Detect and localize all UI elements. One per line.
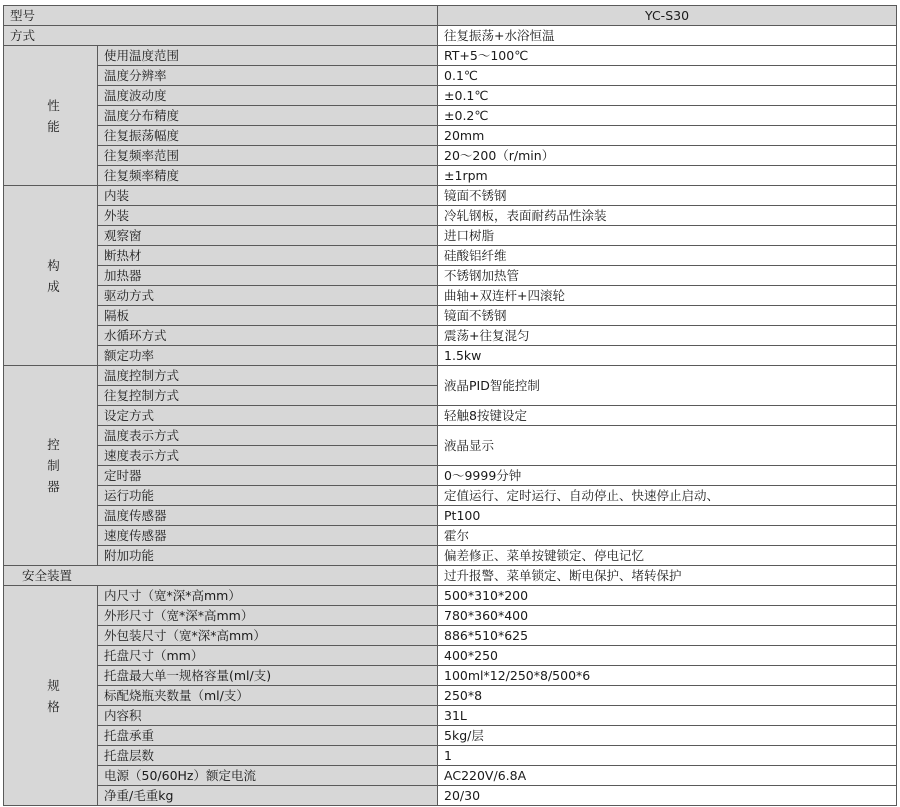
category-specs [4, 586, 98, 806]
row-label: 断热材 [98, 246, 438, 266]
row-label: 使用温度范围 [98, 46, 438, 66]
row-label: 内尺寸（宽*深*高mm） [98, 586, 438, 606]
row-value: 定值运行、定时运行、自动停止、快速停止启动、 [438, 486, 897, 506]
row-value: 震荡+往复混匀 [438, 326, 897, 346]
category-char: 成 [47, 278, 60, 294]
category-char: 制 [47, 458, 60, 473]
table-row [4, 306, 897, 326]
row-value: 镜面不锈钢 [438, 186, 897, 206]
row-value: 1.5kw [438, 346, 897, 366]
spec-table [3, 5, 897, 806]
row-label: 托盘承重 [98, 726, 438, 746]
table-row [4, 586, 897, 606]
row-value: 不锈钢加热管 [438, 266, 897, 286]
row-value: 液晶PID智能控制 [438, 366, 897, 406]
category-char: 能 [47, 118, 60, 134]
row-value: 500*310*200 [438, 586, 897, 606]
row-label: 外包装尺寸（宽*深*高mm） [98, 626, 438, 646]
row-value: 20mm [438, 126, 897, 146]
row-label: 温度表示方式 [98, 426, 438, 446]
category-char: 规 [47, 677, 60, 693]
table-row [4, 546, 897, 566]
spec-table-wrapper [3, 5, 897, 806]
row-value: 进口树脂 [438, 226, 897, 246]
table-row [4, 246, 897, 266]
row-label: 速度表示方式 [98, 446, 438, 466]
row-label: 附加功能 [98, 546, 438, 566]
table-row [4, 646, 897, 666]
row-label: 标配烧瓶夹数量（ml/支） [98, 686, 438, 706]
row-label: 托盘层数 [98, 746, 438, 766]
row-label: 加热器 [98, 266, 438, 286]
table-row [4, 766, 897, 786]
row-value: 250*8 [438, 686, 897, 706]
row-value: RT+5～100℃ [438, 46, 897, 66]
row-value: 轻触8按键设定 [438, 406, 897, 426]
row-label: 电源（50/60Hz）额定电流 [98, 766, 438, 786]
row-value: 100ml*12/250*8/500*6 [438, 666, 897, 686]
row-label: 设定方式 [98, 406, 438, 426]
category-char: 格 [47, 698, 60, 714]
category-char: 器 [47, 479, 60, 494]
table-row [4, 666, 897, 686]
model-label: 型号 [4, 6, 438, 26]
row-value: 1 [438, 746, 897, 766]
row-value: 偏差修正、菜单按键锁定、停电记忆 [438, 546, 897, 566]
row-value: ±0.1℃ [438, 86, 897, 106]
row-label: 托盘尺寸（mm） [98, 646, 438, 666]
table-row [4, 186, 897, 206]
row-value: Pt100 [438, 506, 897, 526]
table-row [4, 166, 897, 186]
table-row [4, 46, 897, 66]
model-value: YC-S30 [438, 6, 897, 26]
row-label: 温度传感器 [98, 506, 438, 526]
row-value: 400*250 [438, 646, 897, 666]
category-char: 构 [47, 257, 60, 273]
table-row [4, 66, 897, 86]
row-value: 20/30 [438, 786, 897, 806]
row-label: 速度传感器 [98, 526, 438, 546]
row-value: 硅酸铝纤维 [438, 246, 897, 266]
table-row [4, 6, 897, 26]
row-value: 5kg/层 [438, 726, 897, 746]
row-value: 20～200（r/min） [438, 146, 897, 166]
table-row [4, 26, 897, 46]
table-row [4, 526, 897, 546]
table-row [4, 726, 897, 746]
row-label: 净重/毛重kg [98, 786, 438, 806]
row-value: 曲轴+双连杆+四滚轮 [438, 286, 897, 306]
table-row [4, 486, 897, 506]
row-label: 托盘最大单一规格容量(ml/支) [98, 666, 438, 686]
row-value: 镜面不锈钢 [438, 306, 897, 326]
safety-label: 安全装置 [4, 566, 438, 586]
table-row [4, 86, 897, 106]
row-label: 往复频率范围 [98, 146, 438, 166]
category-performance [4, 46, 98, 186]
row-label: 往复振荡幅度 [98, 126, 438, 146]
table-row [4, 266, 897, 286]
row-value: 0.1℃ [438, 66, 897, 86]
row-label: 定时器 [98, 466, 438, 486]
row-label: 隔板 [98, 306, 438, 326]
table-row [4, 746, 897, 766]
row-label: 温度控制方式 [98, 366, 438, 386]
row-value: 886*510*625 [438, 626, 897, 646]
row-label: 驱动方式 [98, 286, 438, 306]
table-row [4, 426, 897, 446]
safety-value: 过升报警、菜单锁定、断电保护、堵转保护 [438, 566, 897, 586]
row-label: 往复频率精度 [98, 166, 438, 186]
row-label: 温度波动度 [98, 86, 438, 106]
row-label: 额定功率 [98, 346, 438, 366]
category-char: 控 [47, 437, 60, 452]
row-label: 内装 [98, 186, 438, 206]
row-value: 31L [438, 706, 897, 726]
table-row [4, 406, 897, 426]
table-row [4, 326, 897, 346]
table-row [4, 606, 897, 626]
category-controller [4, 366, 98, 566]
table-row [4, 566, 897, 586]
row-value: ±1rpm [438, 166, 897, 186]
mode-label: 方式 [4, 26, 438, 46]
table-row [4, 146, 897, 166]
table-row [4, 626, 897, 646]
table-row [4, 786, 897, 806]
row-label: 内容积 [98, 706, 438, 726]
category-char: 性 [47, 97, 60, 113]
row-label: 往复控制方式 [98, 386, 438, 406]
table-row [4, 126, 897, 146]
row-value: ±0.2℃ [438, 106, 897, 126]
row-value: AC220V/6.8A [438, 766, 897, 786]
row-label: 水循环方式 [98, 326, 438, 346]
table-row [4, 346, 897, 366]
category-structure [4, 186, 98, 366]
mode-value: 往复振荡+水浴恒温 [438, 26, 897, 46]
row-value: 冷轧钢板，表面耐药品性涂装 [438, 206, 897, 226]
row-label: 运行功能 [98, 486, 438, 506]
table-row [4, 506, 897, 526]
row-label: 观察窗 [98, 226, 438, 246]
row-label: 温度分辨率 [98, 66, 438, 86]
row-label: 外形尺寸（宽*深*高mm） [98, 606, 438, 626]
table-row [4, 366, 897, 386]
row-value: 霍尔 [438, 526, 897, 546]
row-value: 780*360*400 [438, 606, 897, 626]
table-row [4, 706, 897, 726]
table-row [4, 466, 897, 486]
table-row [4, 206, 897, 226]
table-row [4, 686, 897, 706]
row-label: 温度分布精度 [98, 106, 438, 126]
table-row [4, 226, 897, 246]
table-row [4, 286, 897, 306]
row-label: 外装 [98, 206, 438, 226]
row-value: 液晶显示 [438, 426, 897, 466]
table-row [4, 106, 897, 126]
row-value: 0～9999分钟 [438, 466, 897, 486]
